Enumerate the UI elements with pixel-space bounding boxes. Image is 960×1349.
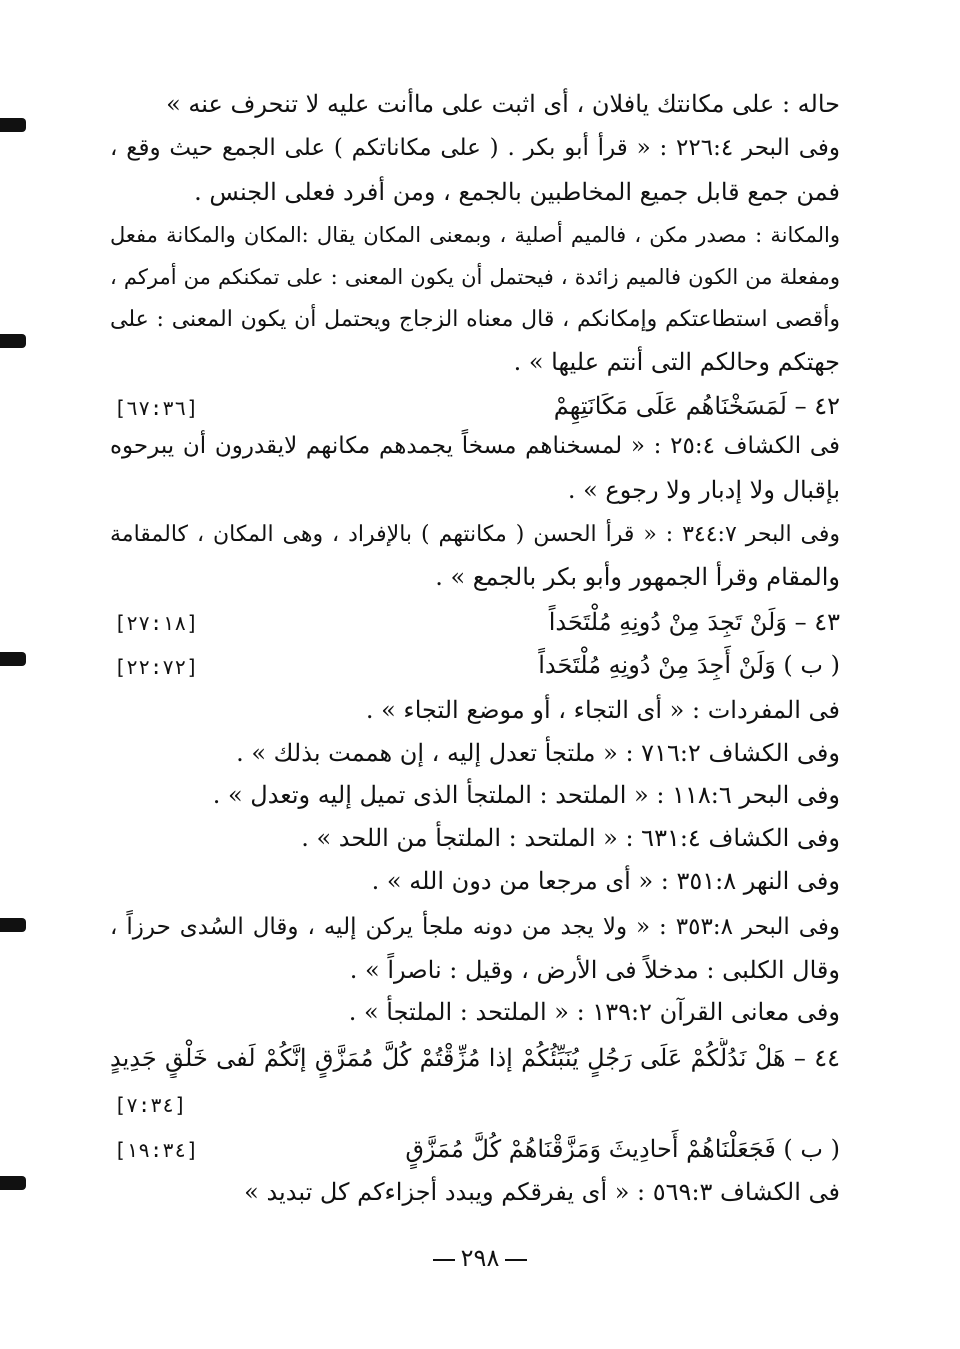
text-line: وفى الكشاف ٧١٦:٢ : « ملتجأ تعدل إليه ، إن هممت بذلك » . (236, 739, 840, 767)
verse-heading: ( ب ) وَلَنْ أَجِدَ مِنْ دُونِهِ مُلْتَحَداً (538, 651, 840, 679)
dash-decoration (433, 1259, 455, 1261)
verse-reference: [٦٧:٣٦] (114, 396, 199, 420)
text-line: وفى البحر ٣٤٤:٧ : « قرأ الحسن ( مكانتهم ) بالإفراد ، وهى المكان ، كالمقامة (110, 522, 840, 547)
verse-reference: [٢٧:١٨] (114, 611, 199, 635)
text-line: حاله : على مكانتك يافلان ، أى اثبت على ماأنت عليه لا تنحرف عنه » (166, 90, 840, 118)
text-line: وفى النهر ٣٥١:٨ : « أى مرجعا من دون الله » . (371, 867, 840, 895)
text-line: ومفعلة من الكون فالميم زائدة ، فيحتمل أن يكون المعنى : على تمكنكم من أمركم ، (110, 265, 840, 289)
edge-mark (0, 652, 26, 666)
text-line: وفى البحر ٢٢٦:٤ : « قرأ أبو بكر . ( على مكاناتكم ) على الجمع حيث وقع ، (110, 135, 840, 161)
edge-mark (0, 334, 26, 348)
text-line: فمن جمع قابل جميع المخاطبين بالجمع ، ومن أفرد فعلى الجنس . (194, 178, 840, 206)
edge-mark (0, 918, 26, 932)
edge-mark (0, 118, 26, 132)
text-line: وفى معانى القرآن ١٣٩:٢ : « الملتحد : الملتجأ » . (348, 998, 840, 1026)
verse-reference: [٢٢:٧٢] (114, 655, 199, 679)
text-line: وفى البحر ٣٥٣:٨ : « ولا يجد من دونه ملجأ يركن إليه ، وقال السُدى حرزاً ، (110, 914, 840, 940)
text-line: والمقام وقرأ الجمهور وأبو بكر بالجمع » . (435, 563, 840, 591)
verse-heading: ٤٣ – وَلَنْ تَجِدَ مِنْ دُونِهِ مُلْتَحَداً (548, 608, 840, 636)
text-line: فى الكشاف ٥٦٩:٣ : « أى يفرقكم ويبدد أجزاءكم كل تبديد » (244, 1178, 840, 1206)
text-line: وقال الكلبى : مدخلاً فى الأرض ، وقيل : ناصراً » . (349, 956, 840, 984)
text-line: جهتكم وحالكم التى أنتم عليها » . (513, 348, 840, 376)
dash-decoration (505, 1259, 527, 1261)
text-line: وأقصى استطاعتكم وإمكانكم ، قال معناه الزجاج ويحتمل أن يكون المعنى : على (110, 307, 840, 332)
text-line: فى الكشاف ٢٥:٤ : « لمسخناهم مسخاً يجمدهم مكانهم لايقدرون أن يبرحوه (110, 433, 840, 459)
verse-reference: [١٩:٣٤] (114, 1138, 199, 1162)
text-line: والمكانة : مصدر مكن ، فالميم أصلية ، وبمعنى المكان يقال :المكان والمكانة مفعل (110, 223, 840, 247)
verse-reference: [٧:٣٤] (114, 1093, 187, 1117)
verse-heading: ٤٤ – هَلْ نَدُلُّكُمْ عَلَى رَجُلٍ يُنَبِّئُكُمْ إذا مُزِّقْتُمْ كُلَّ مُمَزَّقٍ إنَّكُمْ لَفى خَلْقٍ جَدِيدٍ (110, 1044, 840, 1072)
edge-mark (0, 1176, 26, 1190)
verse-heading: ٤٢ – لَمَسَخْنَاهُم عَلَى مَكَانَتِهِمْ (553, 392, 840, 420)
text-line: وفى البحر ١١٨:٦ : « الملتحد : الملتجأ الذى تميل إليه وتعدل » . (212, 781, 840, 809)
text-line: وفى الكشاف ٦٣١:٤ : « الملتحد : الملتجأ من اللحد » . (301, 824, 840, 852)
text-line: فى المفردات : « أى التجاء ، أو موضع التجاء » . (365, 696, 840, 724)
page-number-value: ٢٩٨ (460, 1244, 500, 1272)
text-line: بإقبال ولا إدبار ولا رجوع » . (567, 476, 840, 504)
verse-heading: ( ب ) فَجَعَلْنَاهُمْ أَحادِيثَ وَمَزَّقْنَاهُمْ كُلَّ مُمَزَّقٍ (405, 1135, 840, 1163)
page-number (380, 1240, 580, 1276)
